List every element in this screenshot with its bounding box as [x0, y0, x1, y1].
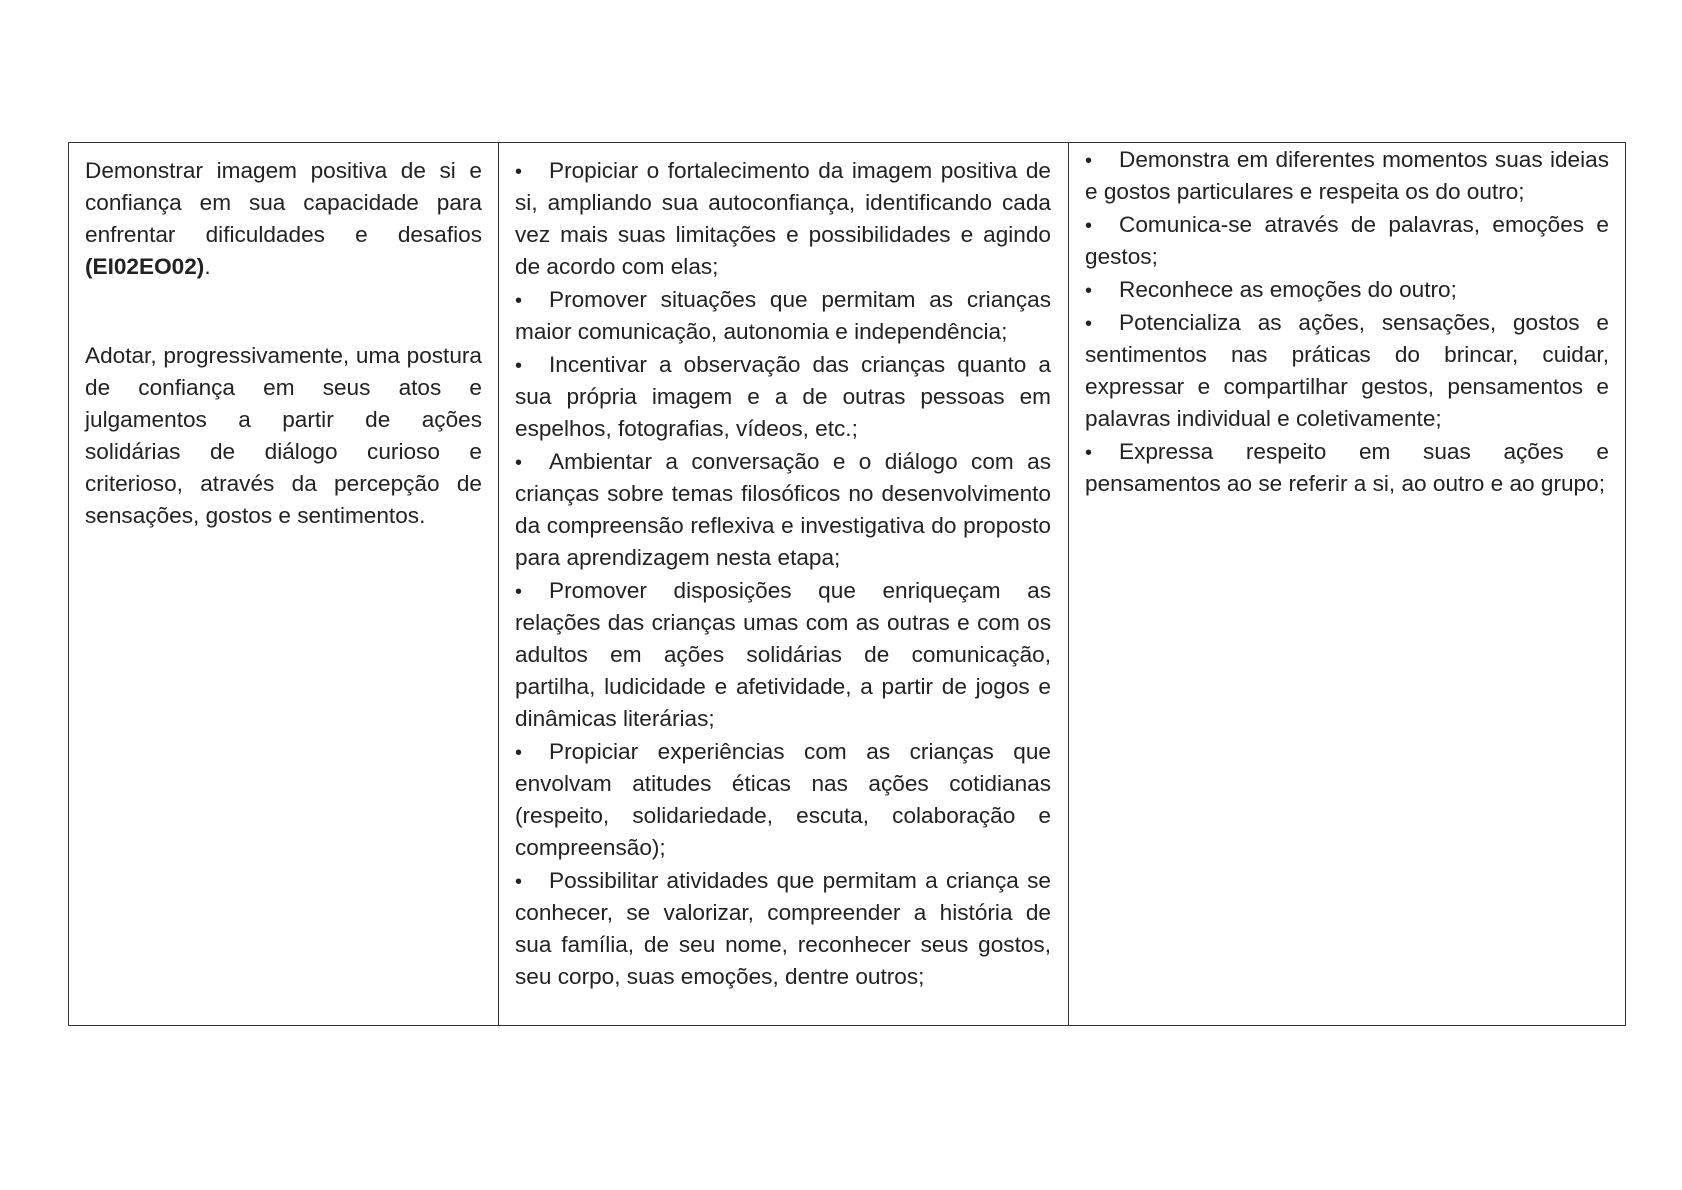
outcome-item	[1085, 274, 1609, 306]
bullet-icon: •	[1085, 215, 1093, 237]
outcomes-list	[1085, 144, 1609, 500]
outcome-item-text: Potencializa as ações, sensações, gostos e sentimentos nas práticas do brincar, cuidar, expressar e compartilhar gestos, pensamentos e palavras individual e coletivamente;	[1085, 310, 1609, 431]
strategy-item-text: Ambientar a conversação e o diálogo com as crianças sobre temas filosóficos no desenvolvimento da compreensão reflexiva e investigativa do proposto para aprendizagem nesta etapa;	[515, 449, 1051, 570]
bullet-icon: •	[1085, 150, 1093, 172]
outcome-item	[1085, 144, 1609, 208]
outcome-item	[1085, 307, 1609, 435]
bullet-icon: •	[515, 581, 523, 603]
bullet-icon: •	[1085, 280, 1093, 302]
outcome-item-text: Comunica-se através de palavras, emoções e gestos;	[1085, 212, 1609, 269]
objective-code: (EI02EO02)	[85, 254, 205, 279]
bullet-icon: •	[1085, 442, 1093, 464]
objectives-table	[68, 142, 1626, 1026]
outcome-item	[1085, 209, 1609, 273]
objective-paragraph-2: Adotar, progressivamente, uma postura de confiança em seus atos e julgamentos a partir de ações solidárias de diálogo curioso e criterioso, através da percepção de sensações, gostos e sentimentos.	[85, 343, 482, 528]
outcome-item-text: Expressa respeito em suas ações e pensamentos ao se referir a si, ao outro e ao grupo;	[1085, 439, 1609, 496]
objectives-cell	[69, 143, 499, 1026]
strategy-item-text: Promover disposições que enriqueçam as relações das crianças umas com as outras e com os adultos em ações solidárias de comunicação, partilha, ludicidade e afetividade, a partir de jogos e dinâmicas literárias;	[515, 578, 1051, 731]
strategy-item	[515, 446, 1051, 574]
bullet-icon: •	[515, 161, 523, 183]
strategy-item	[515, 575, 1051, 735]
strategy-item-text: Propiciar experiências com as crianças que envolvam atitudes éticas nas ações cotidianas (respeito, solidariedade, escuta, colaboração e compreensão);	[515, 739, 1051, 860]
strategy-item	[515, 349, 1051, 445]
bullet-icon: •	[515, 290, 523, 312]
strategies-cell	[499, 143, 1069, 1026]
table-row	[69, 143, 1626, 1026]
strategy-item-text: Possibilitar atividades que permitam a criança se conhecer, se valorizar, compreender a história de sua família, de seu nome, reconhecer seus gostos, seu corpo, suas emoções, dentre outros;	[515, 868, 1051, 989]
strategy-item-text: Promover situações que permitam as crianças maior comunicação, autonomia e independência;	[515, 287, 1051, 344]
bullet-icon: •	[1085, 313, 1093, 335]
strategy-item-text: Propiciar o fortalecimento da imagem positiva de si, ampliando sua autoconfiança, identificando cada vez mais suas limitações e possibilidades e agindo de acordo com elas;	[515, 158, 1051, 279]
strategies-list	[515, 155, 1051, 993]
strategy-item	[515, 865, 1051, 993]
objective-text-1: Demonstrar imagem positiva de si e confiança em sua capacidade para enfrentar dificuldades e desafios	[85, 158, 482, 247]
outcome-item-text: Reconhece as emoções do outro;	[1119, 277, 1457, 302]
bullet-icon: •	[515, 871, 523, 893]
strategy-item	[515, 736, 1051, 864]
outcome-item-text: Demonstra em diferentes momentos suas ideias e gostos particulares e respeita os do outro;	[1085, 147, 1609, 204]
strategy-item-text: Incentivar a observação das crianças quanto a sua própria imagem e a de outras pessoas em espelhos, fotografias, vídeos, etc.;	[515, 352, 1051, 441]
strategy-item	[515, 284, 1051, 348]
strategy-item	[515, 155, 1051, 283]
bullet-icon: •	[515, 452, 523, 474]
bullet-icon: •	[515, 742, 523, 764]
objective-end: .	[204, 254, 211, 279]
bullet-icon: •	[515, 355, 523, 377]
outcomes-cell	[1069, 143, 1626, 1026]
outcome-item	[1085, 436, 1609, 500]
objective-paragraph-1	[85, 155, 482, 283]
